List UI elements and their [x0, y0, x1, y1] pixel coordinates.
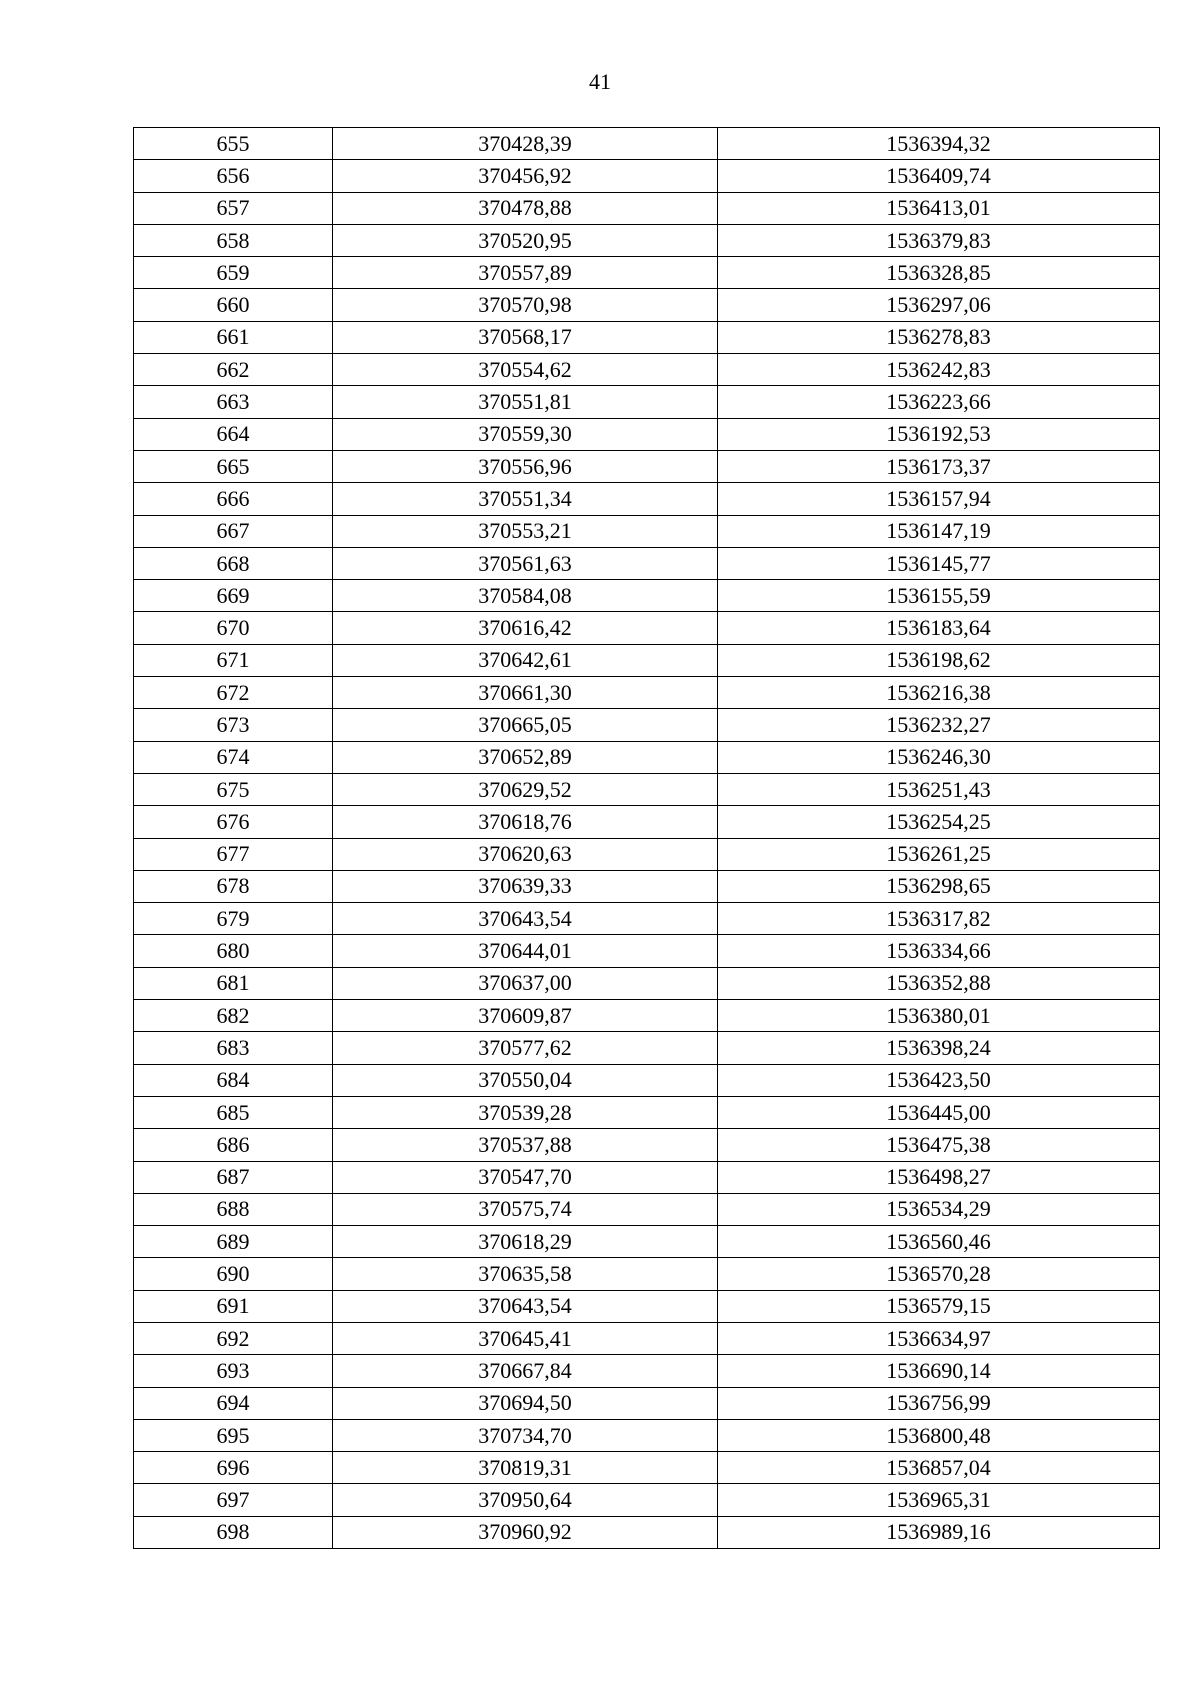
y-coordinate-cell: 1536298,65 [718, 870, 1160, 902]
point-number-cell: 697 [134, 1484, 333, 1516]
table-row [134, 1355, 1160, 1387]
point-number-cell: 695 [134, 1419, 333, 1451]
point-number-cell: 656 [134, 160, 333, 192]
coordinates-table [133, 127, 1160, 1549]
table-row [134, 773, 1160, 805]
table-row [134, 386, 1160, 418]
point-number-cell: 694 [134, 1387, 333, 1419]
y-coordinate-cell: 1536398,24 [718, 1032, 1160, 1064]
table-row [134, 741, 1160, 773]
y-coordinate-cell: 1536379,83 [718, 224, 1160, 256]
x-coordinate-cell: 370645,41 [333, 1322, 718, 1354]
y-coordinate-cell: 1536570,28 [718, 1258, 1160, 1290]
x-coordinate-cell: 370537,88 [333, 1129, 718, 1161]
table-row [134, 192, 1160, 224]
y-coordinate-cell: 1536173,37 [718, 450, 1160, 482]
point-number-cell: 692 [134, 1322, 333, 1354]
x-coordinate-cell: 370456,92 [333, 160, 718, 192]
y-coordinate-cell: 1536328,85 [718, 257, 1160, 289]
x-coordinate-cell: 370629,52 [333, 773, 718, 805]
y-coordinate-cell: 1536254,25 [718, 806, 1160, 838]
x-coordinate-cell: 370478,88 [333, 192, 718, 224]
y-coordinate-cell: 1536579,15 [718, 1290, 1160, 1322]
x-coordinate-cell: 370575,74 [333, 1193, 718, 1225]
point-number-cell: 687 [134, 1161, 333, 1193]
point-number-cell: 673 [134, 709, 333, 741]
table-row [134, 644, 1160, 676]
point-number-cell: 676 [134, 806, 333, 838]
table-row [134, 806, 1160, 838]
point-number-cell: 666 [134, 483, 333, 515]
point-number-cell: 690 [134, 1258, 333, 1290]
x-coordinate-cell: 370609,87 [333, 1000, 718, 1032]
point-number-cell: 670 [134, 612, 333, 644]
y-coordinate-cell: 1536251,43 [718, 773, 1160, 805]
x-coordinate-cell: 370557,89 [333, 257, 718, 289]
table-row [134, 1419, 1160, 1451]
y-coordinate-cell: 1536232,27 [718, 709, 1160, 741]
y-coordinate-cell: 1536352,88 [718, 967, 1160, 999]
point-number-cell: 660 [134, 289, 333, 321]
table-row [134, 1387, 1160, 1419]
y-coordinate-cell: 1536857,04 [718, 1452, 1160, 1484]
x-coordinate-cell: 370665,05 [333, 709, 718, 741]
x-coordinate-cell: 370551,81 [333, 386, 718, 418]
point-number-cell: 689 [134, 1226, 333, 1258]
point-number-cell: 675 [134, 773, 333, 805]
x-coordinate-cell: 370568,17 [333, 321, 718, 353]
point-number-cell: 681 [134, 967, 333, 999]
point-number-cell: 683 [134, 1032, 333, 1064]
x-coordinate-cell: 370644,01 [333, 935, 718, 967]
y-coordinate-cell: 1536800,48 [718, 1419, 1160, 1451]
y-coordinate-cell: 1536423,50 [718, 1064, 1160, 1096]
y-coordinate-cell: 1536965,31 [718, 1484, 1160, 1516]
x-coordinate-cell: 370819,31 [333, 1452, 718, 1484]
table-row [134, 289, 1160, 321]
table-row [134, 870, 1160, 902]
x-coordinate-cell: 370554,62 [333, 354, 718, 386]
x-coordinate-cell: 370561,63 [333, 547, 718, 579]
y-coordinate-cell: 1536413,01 [718, 192, 1160, 224]
table-row [134, 483, 1160, 515]
y-coordinate-cell: 1536409,74 [718, 160, 1160, 192]
point-number-cell: 672 [134, 677, 333, 709]
x-coordinate-cell: 370637,00 [333, 967, 718, 999]
point-number-cell: 693 [134, 1355, 333, 1387]
y-coordinate-cell: 1536145,77 [718, 547, 1160, 579]
y-coordinate-cell: 1536475,38 [718, 1129, 1160, 1161]
y-coordinate-cell: 1536297,06 [718, 289, 1160, 321]
point-number-cell: 680 [134, 935, 333, 967]
table-row [134, 128, 1160, 160]
x-coordinate-cell: 370734,70 [333, 1419, 718, 1451]
x-coordinate-cell: 370635,58 [333, 1258, 718, 1290]
point-number-cell: 677 [134, 838, 333, 870]
table-row [134, 1161, 1160, 1193]
table-row [134, 612, 1160, 644]
y-coordinate-cell: 1536690,14 [718, 1355, 1160, 1387]
x-coordinate-cell: 370667,84 [333, 1355, 718, 1387]
y-coordinate-cell: 1536261,25 [718, 838, 1160, 870]
table-row [134, 515, 1160, 547]
x-coordinate-cell: 370570,98 [333, 289, 718, 321]
y-coordinate-cell: 1536634,97 [718, 1322, 1160, 1354]
point-number-cell: 678 [134, 870, 333, 902]
table-row [134, 1064, 1160, 1096]
y-coordinate-cell: 1536334,66 [718, 935, 1160, 967]
table-row [134, 709, 1160, 741]
y-coordinate-cell: 1536394,32 [718, 128, 1160, 160]
table-row [134, 838, 1160, 870]
table-row [134, 1000, 1160, 1032]
y-coordinate-cell: 1536560,46 [718, 1226, 1160, 1258]
point-number-cell: 688 [134, 1193, 333, 1225]
point-number-cell: 659 [134, 257, 333, 289]
x-coordinate-cell: 370559,30 [333, 418, 718, 450]
x-coordinate-cell: 370520,95 [333, 224, 718, 256]
point-number-cell: 664 [134, 418, 333, 450]
point-number-cell: 665 [134, 450, 333, 482]
table-row [134, 1322, 1160, 1354]
y-coordinate-cell: 1536445,00 [718, 1096, 1160, 1128]
coordinates-table-body [134, 128, 1160, 1549]
y-coordinate-cell: 1536192,53 [718, 418, 1160, 450]
x-coordinate-cell: 370643,54 [333, 1290, 718, 1322]
point-number-cell: 679 [134, 903, 333, 935]
point-number-cell: 691 [134, 1290, 333, 1322]
y-coordinate-cell: 1536534,29 [718, 1193, 1160, 1225]
x-coordinate-cell: 370584,08 [333, 580, 718, 612]
x-coordinate-cell: 370616,42 [333, 612, 718, 644]
y-coordinate-cell: 1536198,62 [718, 644, 1160, 676]
x-coordinate-cell: 370550,04 [333, 1064, 718, 1096]
x-coordinate-cell: 370428,39 [333, 128, 718, 160]
point-number-cell: 685 [134, 1096, 333, 1128]
point-number-cell: 684 [134, 1064, 333, 1096]
x-coordinate-cell: 370553,21 [333, 515, 718, 547]
point-number-cell: 658 [134, 224, 333, 256]
x-coordinate-cell: 370577,62 [333, 1032, 718, 1064]
y-coordinate-cell: 1536183,64 [718, 612, 1160, 644]
x-coordinate-cell: 370643,54 [333, 903, 718, 935]
x-coordinate-cell: 370539,28 [333, 1096, 718, 1128]
table-row [134, 1129, 1160, 1161]
table-row [134, 257, 1160, 289]
x-coordinate-cell: 370618,76 [333, 806, 718, 838]
point-number-cell: 667 [134, 515, 333, 547]
x-coordinate-cell: 370694,50 [333, 1387, 718, 1419]
table-row [134, 450, 1160, 482]
page-number: 41 [589, 69, 611, 94]
point-number-cell: 662 [134, 354, 333, 386]
point-number-cell: 686 [134, 1129, 333, 1161]
point-number-cell: 655 [134, 128, 333, 160]
y-coordinate-cell: 1536278,83 [718, 321, 1160, 353]
x-coordinate-cell: 370639,33 [333, 870, 718, 902]
table-row [134, 1516, 1160, 1548]
table-row [134, 1290, 1160, 1322]
table-row [134, 321, 1160, 353]
x-coordinate-cell: 370618,29 [333, 1226, 718, 1258]
y-coordinate-cell: 1536147,19 [718, 515, 1160, 547]
y-coordinate-cell: 1536498,27 [718, 1161, 1160, 1193]
x-coordinate-cell: 370960,92 [333, 1516, 718, 1548]
y-coordinate-cell: 1536317,82 [718, 903, 1160, 935]
x-coordinate-cell: 370652,89 [333, 741, 718, 773]
point-number-cell: 671 [134, 644, 333, 676]
table-row [134, 224, 1160, 256]
y-coordinate-cell: 1536223,66 [718, 386, 1160, 418]
table-row [134, 1484, 1160, 1516]
table-row [134, 580, 1160, 612]
x-coordinate-cell: 370661,30 [333, 677, 718, 709]
point-number-cell: 669 [134, 580, 333, 612]
point-number-cell: 657 [134, 192, 333, 224]
table-row [134, 967, 1160, 999]
y-coordinate-cell: 1536242,83 [718, 354, 1160, 386]
table-row [134, 1226, 1160, 1258]
table-row [134, 677, 1160, 709]
point-number-cell: 674 [134, 741, 333, 773]
y-coordinate-cell: 1536157,94 [718, 483, 1160, 515]
point-number-cell: 696 [134, 1452, 333, 1484]
x-coordinate-cell: 370642,61 [333, 644, 718, 676]
x-coordinate-cell: 370551,34 [333, 483, 718, 515]
point-number-cell: 668 [134, 547, 333, 579]
point-number-cell: 682 [134, 1000, 333, 1032]
table-row [134, 903, 1160, 935]
y-coordinate-cell: 1536216,38 [718, 677, 1160, 709]
table-row [134, 1193, 1160, 1225]
table-row [134, 547, 1160, 579]
table-row [134, 354, 1160, 386]
x-coordinate-cell: 370556,96 [333, 450, 718, 482]
x-coordinate-cell: 370547,70 [333, 1161, 718, 1193]
table-row [134, 160, 1160, 192]
point-number-cell: 661 [134, 321, 333, 353]
x-coordinate-cell: 370620,63 [333, 838, 718, 870]
y-coordinate-cell: 1536756,99 [718, 1387, 1160, 1419]
point-number-cell: 663 [134, 386, 333, 418]
y-coordinate-cell: 1536246,30 [718, 741, 1160, 773]
x-coordinate-cell: 370950,64 [333, 1484, 718, 1516]
table-row [134, 418, 1160, 450]
y-coordinate-cell: 1536380,01 [718, 1000, 1160, 1032]
table-row [134, 1032, 1160, 1064]
table-row [134, 1258, 1160, 1290]
table-row [134, 935, 1160, 967]
y-coordinate-cell: 1536155,59 [718, 580, 1160, 612]
point-number-cell: 698 [134, 1516, 333, 1548]
table-row [134, 1452, 1160, 1484]
y-coordinate-cell: 1536989,16 [718, 1516, 1160, 1548]
table-row [134, 1096, 1160, 1128]
